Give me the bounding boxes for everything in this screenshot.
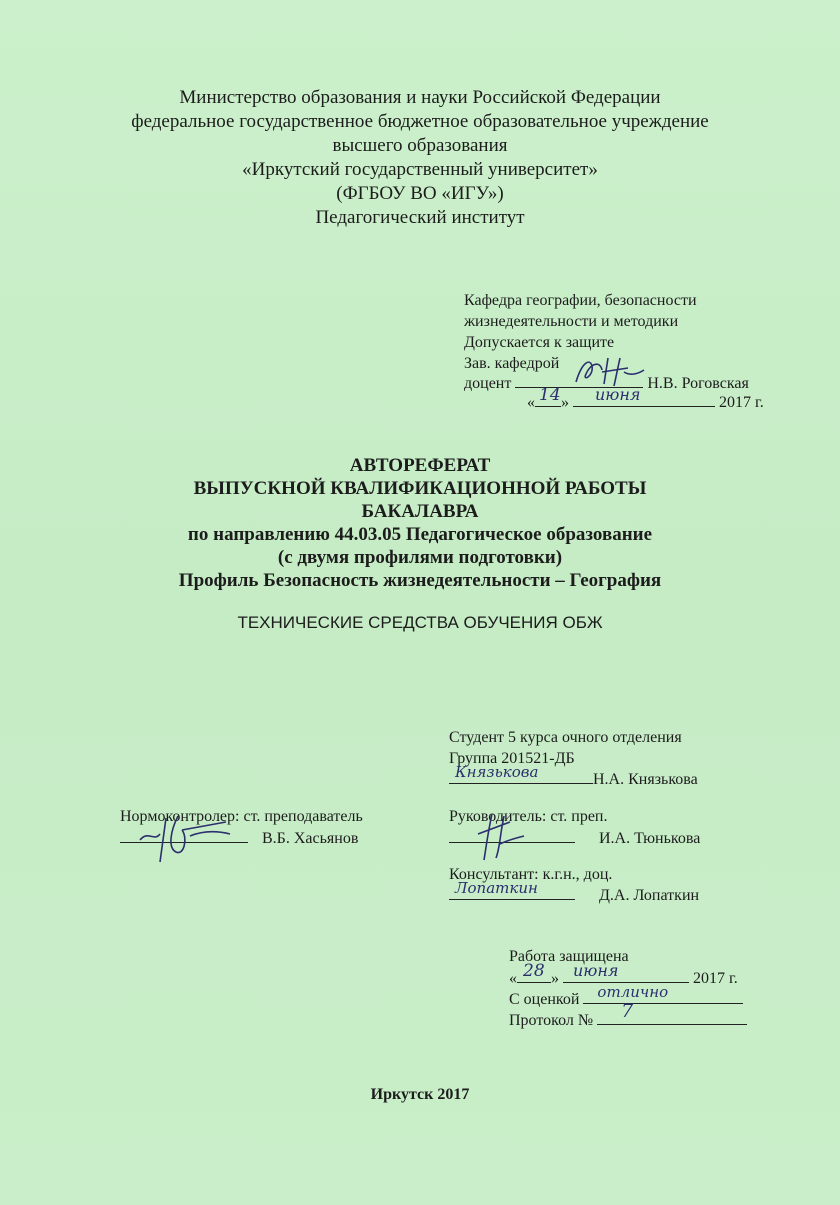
university-abbr-line: (ФГБОУ ВО «ИГУ») [336, 183, 504, 204]
defense-month: июня [573, 961, 619, 980]
ministry-line: Министерство образования и науки Российской Федерации [179, 87, 661, 108]
protocol-line [597, 1000, 747, 1025]
defense-day: 28 [523, 961, 545, 981]
defense-day-line [517, 961, 551, 983]
thesis-topic: ТЕХНИЧЕСКИЕ СРЕДСТВА ОБУЧЕНИЯ ОБЖ [237, 613, 603, 632]
student-signature-line [449, 763, 593, 784]
consultant-label: Консультант: к.г.н., доц. [449, 866, 613, 883]
approval-month: июня [595, 385, 641, 404]
student-name: Н.А. Князькова [593, 771, 698, 788]
department-line-1: Кафедра географии, безопасности [464, 292, 697, 309]
student-course: Студент 5 курса очного отделения [449, 729, 682, 746]
normcontrol-name: В.Б. Хасьянов [262, 830, 359, 847]
profile-line: Профиль Безопасность жизнедеятельности – География [178, 570, 662, 591]
approval-year: 2017 г. [719, 394, 764, 411]
grade-label: С оценкой [509, 991, 580, 1008]
protocol-number: 7 [621, 1000, 634, 1022]
doc-type-title: АВТОРЕФЕРАТ [349, 455, 491, 476]
normcontrol-label: Нормоконтролер: ст. преподаватель [120, 808, 363, 825]
normcontrol-signature-row [120, 826, 358, 850]
normcontrol-signature-line [120, 826, 248, 843]
institute-line: Педагогический институт [315, 207, 525, 228]
defense-year: 2017 г. [693, 970, 738, 987]
profiles-line: (с двумя профилями подготовки) [277, 547, 563, 568]
degree-title: БАКАЛАВРА [361, 501, 479, 522]
approval-day: 14 [539, 385, 561, 405]
grade-line [583, 983, 743, 1004]
consultant-signature-row [449, 879, 700, 907]
defense-label: Работа защищена [509, 948, 629, 965]
consultant-name: Д.А. Лопаткин [599, 887, 700, 904]
supervisor-signature-line [449, 826, 575, 843]
admitted-line: Допускается к защите [464, 334, 615, 351]
head-name: Н.В. Роговская [647, 375, 749, 392]
approval-day-line [535, 385, 561, 407]
supervisor-name: И.А. Тюнькова [599, 830, 701, 847]
institution-type-line: федеральное государственное бюджетное образовательное учреждение [131, 111, 709, 132]
city-year: Иркутск 2017 [370, 1086, 470, 1103]
consultant-signature: Лопаткин [455, 879, 538, 897]
defense-date-row: « 28 » июня 2017 г. [509, 961, 738, 987]
university-name-line: «Иркутский государственный университет» [242, 159, 598, 180]
head-position: доцент [464, 375, 512, 392]
department-line-2: жизнедеятельности и методики [464, 313, 679, 330]
supervisor-label: Руководитель: ст. преп. [449, 808, 608, 825]
student-signature-row [449, 763, 698, 791]
student-signature: Князькова [455, 763, 539, 781]
grade-value: отлично [597, 983, 669, 1001]
consultant-signature-line [449, 879, 575, 900]
doc-type-title-2: ВЫПУСКНОЙ КВАЛИФИКАЦИОННОЙ РАБОТЫ [193, 478, 647, 499]
head-label: Зав. кафедрой [464, 355, 560, 372]
student-group: Группа 201521-ДБ [449, 750, 575, 767]
protocol-label: Протокол № [509, 1012, 594, 1029]
approval-date-row: « 14 » июня 2017 г. [527, 385, 764, 411]
education-level-line: высшего образования [332, 135, 508, 156]
direction-line: по направлению 44.03.05 Педагогическое образование [187, 524, 653, 545]
protocol-row [509, 1000, 747, 1032]
supervisor-signature-row [449, 826, 700, 850]
